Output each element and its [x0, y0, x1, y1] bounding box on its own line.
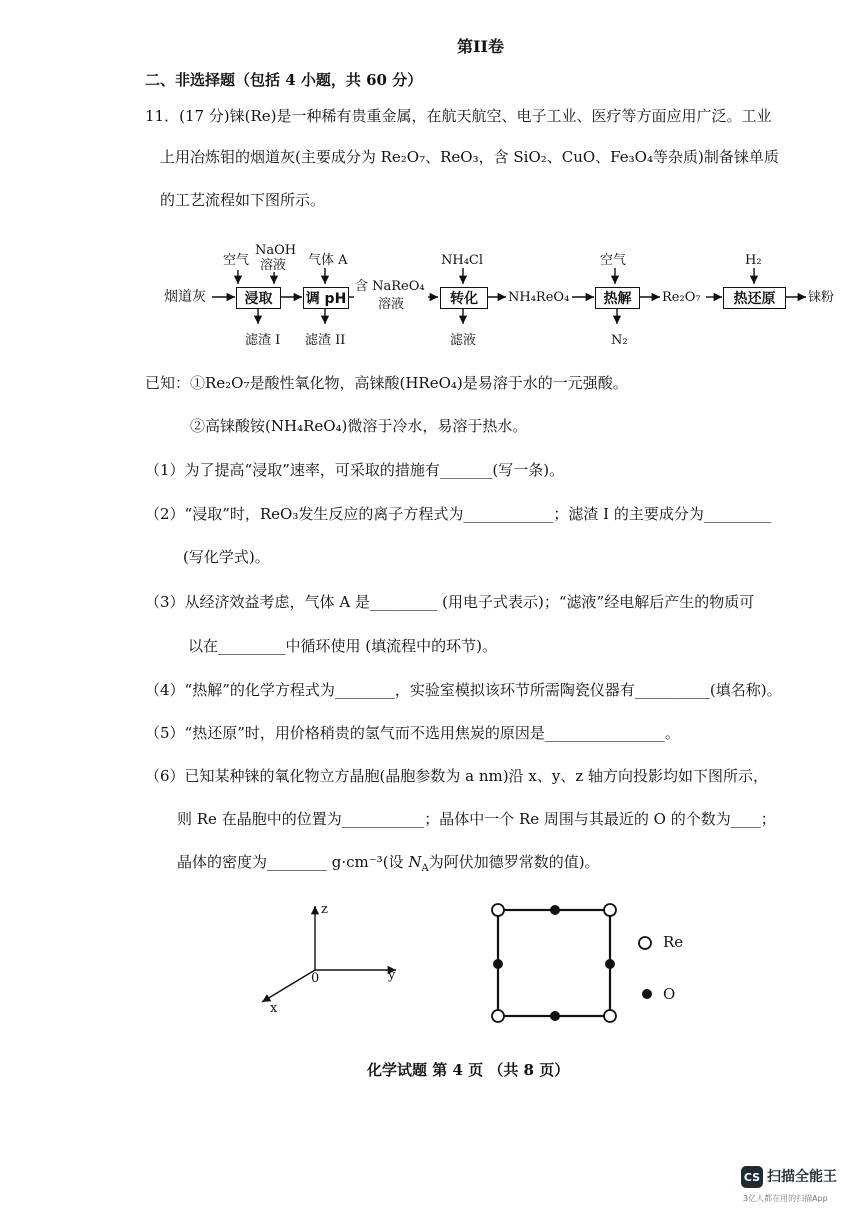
- axis-label-z: z: [321, 902, 328, 917]
- flow-mid-nh4reo4: NH₄ReO₄: [508, 290, 570, 305]
- subquestion-5: （5）“热还原”时，用价格稍贵的氢气而不选用焦炭的原因是________________。: [145, 724, 680, 742]
- legend-markers: [639, 937, 652, 999]
- axis-label-y: y: [388, 968, 396, 983]
- legend-o-label: O: [663, 985, 676, 1003]
- flow-step-leach: 浸取: [236, 287, 281, 309]
- avogadro-subscript: A: [421, 863, 429, 874]
- subquestion-6a: （6）已知某种铼的氧化物立方晶胞(晶胞参数为 a nm)沿 x、y、z 轴方向投影均如下图所示，: [145, 767, 768, 785]
- flow-step-pyrolysis: 热解: [595, 287, 640, 309]
- subquestion-2b: (写化学式)。: [183, 548, 270, 566]
- axis-label-x: x: [270, 1001, 278, 1016]
- subquestion-3a: （3）从经济效益考虑，气体 A 是_________ (用电子式表示)；“滤液”经电解后产生的物质可: [145, 593, 755, 611]
- flow-input-gas-a: 气体 A: [308, 253, 348, 268]
- subquestion-3b: 以在_________中循环使用 (填流程中的环节)。: [188, 637, 497, 655]
- question-intro-line1: 11．(17 分)铼(Re)是一种稀有贵重金属，在航天航空、电子工业、医疗等方面应用广泛。工业: [145, 107, 772, 125]
- flow-input-air1: 空气: [223, 253, 250, 268]
- axis-figure: [262, 906, 396, 1002]
- known-line1: 已知：①Re₂O₇是酸性氧化物，高铼酸(HReO₄)是易溶于水的一元强酸。: [145, 374, 628, 392]
- flow-output-residue1: 滤渣 I: [245, 333, 281, 348]
- flow-output-residue2: 滤渣 II: [305, 333, 346, 348]
- flow-input-naoh1: NaOH: [255, 243, 297, 258]
- subquestion-6c: [177, 855, 600, 874]
- flow-output-filtrate: 滤液: [450, 333, 477, 348]
- flow-input-air2: 空气: [600, 253, 627, 268]
- scanner-app-name: 扫描全能王: [767, 1169, 837, 1185]
- subquestion-1: （1）为了提高“浸取”速率，可采取的措施有_______(写一条)。: [145, 461, 565, 479]
- subquestion-6c-part1: 晶体的密度为________ g·cm⁻³(设: [177, 853, 409, 871]
- flow-step-convert: 转化: [440, 287, 488, 309]
- flow-step-adjust-ph: 调 pH: [303, 287, 349, 309]
- volume-title: 第II卷: [457, 37, 504, 56]
- question-intro-line3: 的工艺流程如下图所示。: [160, 191, 326, 209]
- subquestion-6c-part2: 为阿伏加德罗常数的值)。: [428, 853, 600, 871]
- flow-input-h2: H₂: [745, 253, 762, 268]
- flow-mid-nareo4-1: 含 NaReO₄: [355, 279, 425, 294]
- axis-origin-label: 0: [311, 971, 320, 986]
- flow-output-n2: N₂: [611, 333, 628, 348]
- section-title: 二、非选择题（包括 4 小题，共 60 分）: [145, 71, 423, 89]
- flow-step-thermal-reduction: 热还原: [723, 287, 786, 309]
- flow-mid-re2o7: Re₂O₇: [662, 290, 701, 305]
- subquestion-4: （4）“热解”的化学方程式为________，实验室模拟该环节所需陶瓷仪器有__________(填名称)。: [145, 681, 782, 699]
- scanner-tagline: 3亿人都在用的扫描App: [743, 1194, 828, 1203]
- avogadro-symbol: N: [408, 853, 422, 871]
- scanner-logo-icon: CS: [741, 1166, 763, 1188]
- subquestion-6b: 则 Re 在晶胞中的位置为___________；晶体中一个 Re 周围与其最近的 O 的个数为____；: [177, 810, 776, 828]
- flow-input-nh4cl: NH₄Cl: [441, 253, 484, 268]
- legend-re-label: Re: [663, 933, 684, 951]
- subquestion-2a: （2）“浸取”时，ReO₃发生反应的离子方程式为____________；滤渣 I 的主要成分为_________: [145, 505, 772, 523]
- flow-product: 铼粉: [808, 290, 835, 305]
- flow-input-naoh2: 溶液: [260, 258, 287, 273]
- flow-start-label: 烟道灰: [164, 289, 206, 305]
- known-line2: ②高铼酸铵(NH₄ReO₄)微溶于冷水，易溶于热水。: [190, 417, 528, 435]
- projection-square: [492, 904, 616, 1022]
- page-footer: 化学试题 第 4 页 （共 8 页）: [367, 1061, 570, 1079]
- question-intro-line2: 上用冶炼钼的烟道灰(主要成分为 Re₂O₇、ReO₃，含 SiO₂、CuO、Fe₃O₄等杂质)制备铼单质: [160, 148, 779, 166]
- flow-mid-nareo4-2: 溶液: [378, 297, 405, 312]
